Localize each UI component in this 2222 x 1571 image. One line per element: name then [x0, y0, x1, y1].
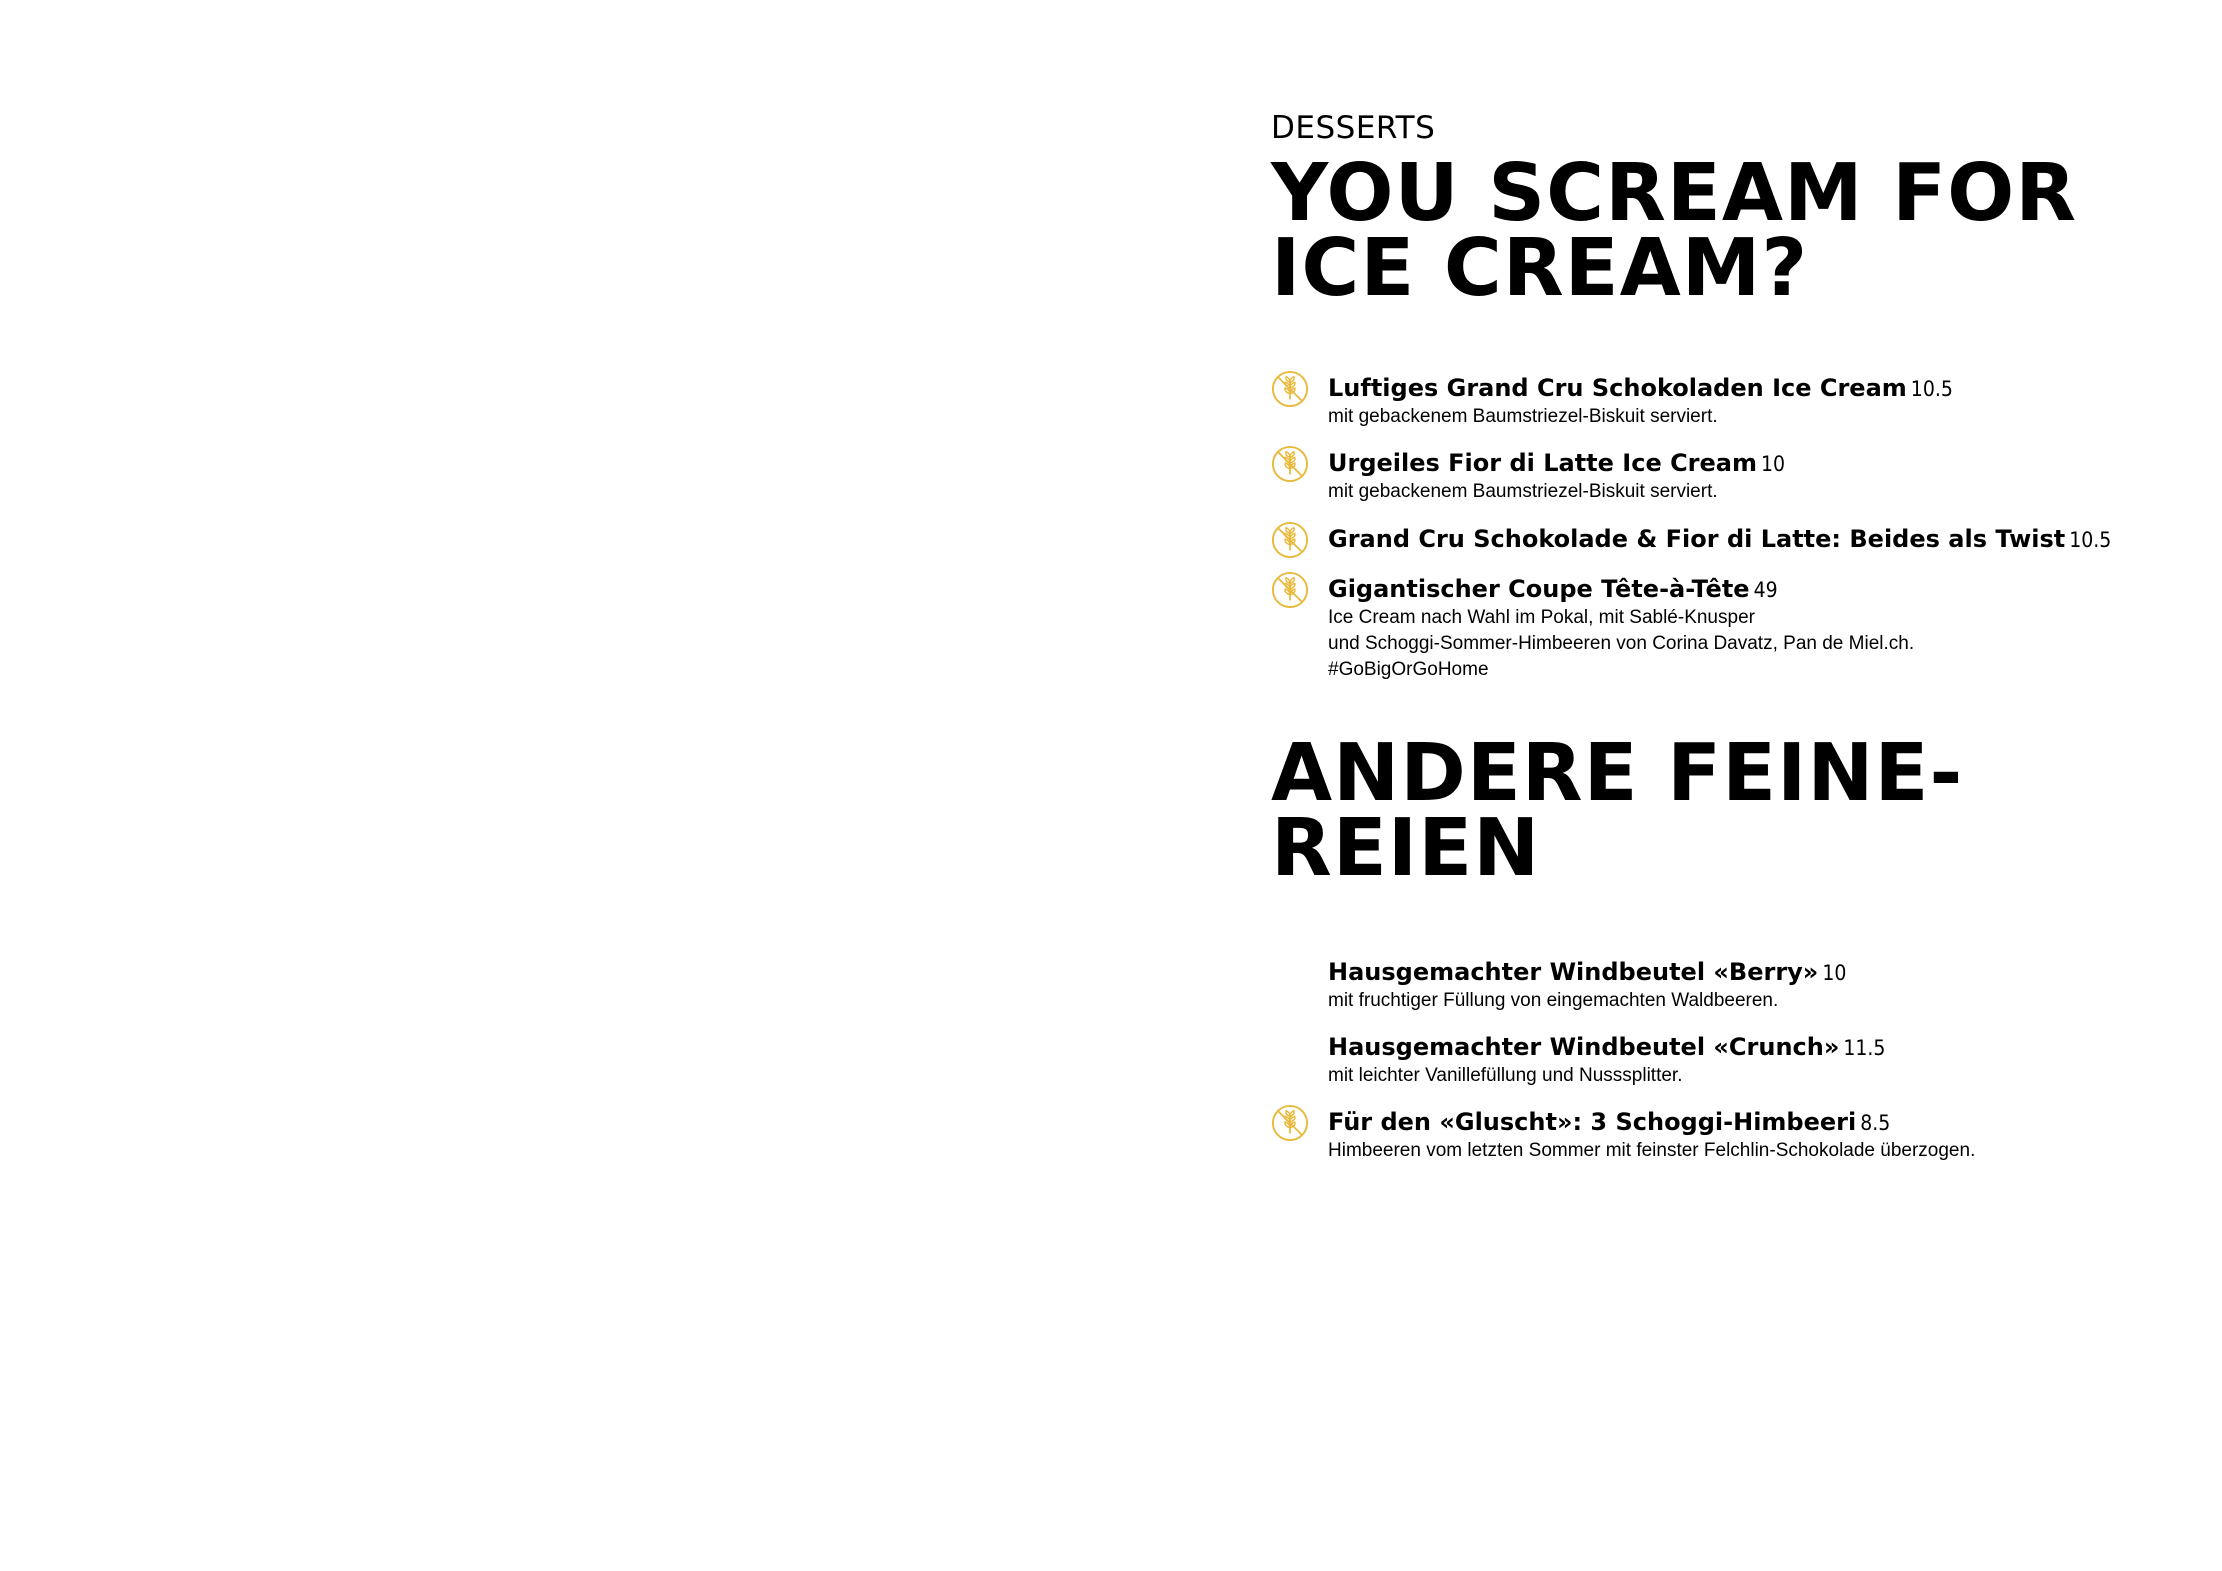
menu-item-title	[1328, 448, 1785, 479]
section-label: DESSERTS	[1271, 110, 1436, 146]
menu-item-description	[1328, 1063, 1683, 1089]
heading-other-treats: ANDERE FEINE- REIEN	[1271, 727, 1964, 894]
menu-item-description-line: mit gebackenem Baumstriezel-Biskuit serviert.	[1328, 406, 1718, 427]
menu-item-description	[1328, 988, 1778, 1014]
menu-item-description	[1328, 605, 1914, 683]
menu-item-description-line: mit fruchtiger Füllung von eingemachten Waldbeeren.	[1328, 990, 1779, 1011]
menu-item-description	[1328, 479, 1718, 505]
menu-item-description-line: und Schoggi-Sommer-Himbeeren von Corina Davatz, Pan de Miel.ch.	[1328, 633, 1915, 654]
menu-item-title	[1328, 524, 2111, 555]
gluten-free-icon	[1271, 521, 1309, 559]
heading-ice-cream: YOU SCREAM FOR ICE CREAM?	[1271, 147, 2078, 314]
gluten-free-icon	[1271, 370, 1309, 408]
menu-item-description-line: mit leichter Vanillefüllung und Nusssplitter.	[1328, 1065, 1683, 1086]
menu-item-name: Hausgemachter Windbeutel «Crunch»	[1328, 1033, 1840, 1061]
menu-item-description-line: #GoBigOrGoHome	[1328, 659, 1489, 680]
menu-item-title	[1328, 1107, 1890, 1138]
menu-item-name: Hausgemachter Windbeutel «Berry»	[1328, 958, 1819, 986]
menu-item-price: 8.5	[1860, 1111, 1891, 1135]
menu-item-name: Für den «Gluscht»: 3 Schoggi-Himbeeri	[1328, 1108, 1857, 1136]
gluten-free-icon	[1271, 571, 1309, 609]
menu-item-description	[1328, 404, 1718, 430]
menu-item-price: 10.5	[2069, 528, 2112, 552]
menu-item-description-line: Himbeeren vom letzten Sommer mit feinster Felchlin-Schokolade überzogen.	[1328, 1140, 1976, 1161]
menu-item-name: Gigantischer Coupe Tête-à-Tête	[1328, 575, 1750, 603]
menu-item-name: Urgeiles Fior di Latte Ice Cream	[1328, 449, 1757, 477]
menu-item-price: 49	[1753, 578, 1778, 602]
menu-item-price: 10	[1822, 961, 1847, 985]
menu-item-title	[1328, 574, 1778, 605]
menu-item-name: Grand Cru Schokolade & Fior di Latte: Beides als Twist	[1328, 525, 2066, 553]
gluten-free-icon	[1271, 1104, 1309, 1142]
menu-item-description	[1328, 1138, 1975, 1164]
menu-item-title	[1328, 957, 1846, 988]
menu-item-price: 10.5	[1910, 377, 1953, 401]
menu-item-description-line: Ice Cream nach Wahl im Pokal, mit Sablé-Knusper	[1328, 607, 1755, 628]
menu-item-price: 10	[1761, 452, 1786, 476]
gluten-free-icon	[1271, 445, 1309, 483]
menu-item-title	[1328, 1032, 1885, 1063]
menu-item-name: Luftiges Grand Cru Schokoladen Ice Cream	[1328, 374, 1907, 402]
menu-item-price: 11.5	[1843, 1036, 1886, 1060]
menu-item-title	[1328, 373, 1953, 404]
menu-item-description-line: mit gebackenem Baumstriezel-Biskuit serviert.	[1328, 481, 1718, 502]
